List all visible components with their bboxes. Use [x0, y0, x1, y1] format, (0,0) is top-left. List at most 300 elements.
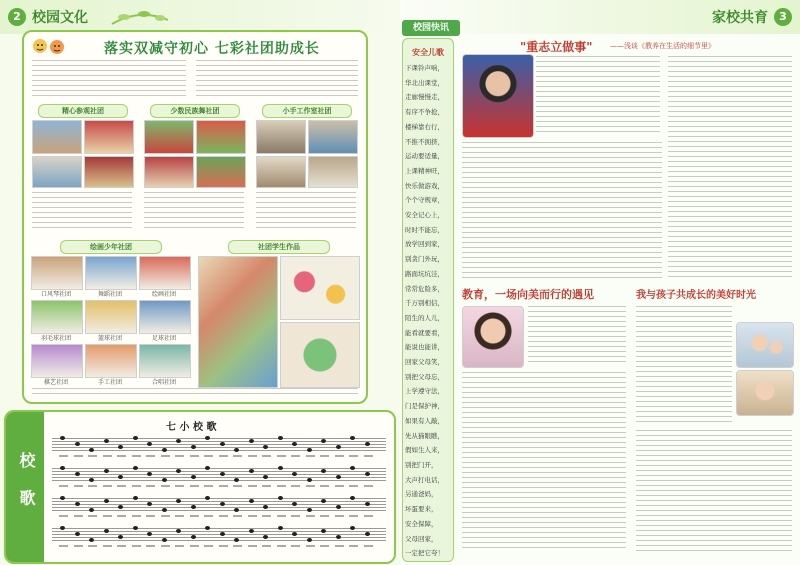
music-note: [249, 469, 254, 473]
teacher-speech-photo: [462, 54, 534, 138]
club-block-2: [142, 104, 248, 234]
lyric-line: [219, 455, 228, 457]
staff-line: [52, 468, 386, 469]
club-text: [256, 192, 356, 232]
right-header-band: [400, 0, 800, 34]
music-note: [191, 475, 196, 479]
lyric-line: [204, 485, 213, 487]
article3-title: 我与孩子共成长的美好时光: [636, 290, 756, 301]
lyric-line: [132, 455, 141, 457]
lyric-line: [364, 485, 373, 487]
safety-rhyme-line: 别贪门外玩，: [405, 255, 444, 264]
club-photo: [144, 156, 194, 188]
lyric-line: [146, 485, 155, 487]
music-note: [350, 496, 355, 500]
article1-subtitle: ——浅谈《教养在生活的细节里》: [610, 42, 715, 50]
lyric-line: [59, 515, 68, 517]
club-photo: [84, 120, 134, 154]
intro-paragraph: [32, 60, 186, 100]
safety-rhyme-line: 不推不拥挤，: [405, 137, 444, 146]
club-block-5: [196, 240, 360, 390]
music-note: [336, 445, 341, 449]
article2-text: [462, 372, 626, 552]
club-block-4: [30, 240, 190, 390]
music-note: [162, 538, 167, 542]
music-note: [205, 436, 210, 440]
staff-line: [52, 531, 386, 532]
safety-title: 安全儿歌: [412, 48, 444, 57]
article2-title: 教育，一场向美而行的遇见: [462, 288, 594, 301]
music-note: [89, 448, 94, 452]
club-photo-caption: 足球社团: [151, 335, 176, 342]
lyric-line: [306, 545, 315, 547]
club-text: [144, 192, 244, 232]
music-note: [263, 535, 268, 539]
lyric-line: [59, 545, 68, 547]
lyric-line: [320, 545, 329, 547]
music-note: [205, 526, 210, 530]
lyric-line: [146, 545, 155, 547]
safety-rhyme-line: 楼梯靠右行，: [405, 122, 444, 131]
club-photo: [308, 120, 358, 154]
music-note: [75, 472, 80, 476]
safety-rhyme-line: 有序不争抢，: [405, 108, 444, 117]
music-note: [263, 445, 268, 449]
safety-rhyme-line: 陌生的人儿，: [405, 313, 444, 322]
lyric-line: [132, 545, 141, 547]
club-photo-caption: 绘画社团: [151, 291, 176, 298]
music-note: [191, 445, 196, 449]
music-note: [205, 496, 210, 500]
club-photo: [256, 156, 306, 188]
staff-line: [52, 510, 386, 511]
safety-rhyme-line: 父母回家，: [405, 534, 438, 543]
article3-text: [636, 430, 792, 552]
club-photo-caption: 口风琴社团: [40, 291, 71, 298]
club-photo: [256, 120, 306, 154]
safety-rhyme-text: [405, 61, 451, 561]
music-note: [336, 505, 341, 509]
safety-rhyme-line: 大声打电话，: [405, 475, 444, 484]
lyric-line: [335, 545, 344, 547]
song-title: 七 小 校 歌: [166, 422, 217, 433]
page-number-right: 3: [774, 8, 792, 26]
lyric-line: [88, 485, 97, 487]
lyric-line: [117, 455, 126, 457]
music-note: [176, 529, 181, 533]
lyric-line: [291, 455, 300, 457]
club-photo: [84, 156, 134, 188]
lyric-line: [88, 515, 97, 517]
section-title-right: 家校共育: [712, 10, 768, 26]
club-photo-caption: 舞蹈社团: [97, 291, 122, 298]
lyric-line: [161, 545, 170, 547]
safety-rhyme-line: 别把门开，: [405, 460, 438, 469]
lyric-line: [291, 485, 300, 487]
music-note: [104, 439, 109, 443]
lyric-line: [248, 455, 257, 457]
staff-line: [52, 540, 386, 541]
music-note: [162, 448, 167, 452]
club-article-frame: [22, 30, 368, 404]
safety-rhyme-line: 别把父母忘，: [405, 372, 444, 381]
lyric-line: [277, 485, 286, 487]
music-note: [147, 472, 152, 476]
music-note: [147, 442, 152, 446]
club-photo: [196, 120, 246, 154]
article3-text: [636, 306, 732, 426]
safety-rhyme-line: 能说也能讲，: [405, 343, 444, 352]
music-note: [133, 496, 138, 500]
music-note: [176, 439, 181, 443]
music-note: [176, 499, 181, 503]
music-note: [133, 526, 138, 530]
music-note: [365, 442, 370, 446]
lyric-line: [320, 455, 329, 457]
music-note: [104, 529, 109, 533]
music-note: [350, 466, 355, 470]
lyric-line: [103, 455, 112, 457]
left-header-band: [0, 0, 400, 34]
club-photo: [31, 300, 83, 334]
article-2: [458, 286, 630, 560]
page-number-left: 2: [8, 8, 26, 26]
music-note: [191, 535, 196, 539]
song-label: 校 歌: [17, 452, 36, 514]
article1-text: [462, 142, 662, 278]
club-text: [32, 192, 132, 232]
safety-rhyme-line: 一定把它夸！: [405, 549, 444, 558]
lyric-line: [262, 485, 271, 487]
lyric-line: [117, 515, 126, 517]
lyric-line: [103, 485, 112, 487]
club-photo-grid: [30, 256, 190, 390]
lyric-line: [59, 485, 68, 487]
parent-child-photo: [736, 322, 794, 368]
leaf-decoration-icon: [110, 6, 170, 28]
lyric-line: [117, 545, 126, 547]
lyric-line: [175, 485, 184, 487]
music-note: [220, 532, 225, 536]
lyric-line: [233, 545, 242, 547]
lyric-line: [349, 545, 358, 547]
safety-rhyme-line: 路面坑坑洼，: [405, 269, 444, 278]
music-note: [350, 436, 355, 440]
lyric-line: [117, 485, 126, 487]
lyric-line: [88, 455, 97, 457]
lyric-line: [277, 455, 286, 457]
music-note: [118, 535, 123, 539]
safety-rhyme-line: 个个守规章，: [405, 196, 444, 205]
lyric-line: [74, 455, 83, 457]
lyric-line: [161, 515, 170, 517]
article1-text: [668, 56, 792, 278]
music-note: [75, 532, 80, 536]
music-note: [278, 526, 283, 530]
safety-rhyme-line: 门是保护神，: [405, 402, 444, 411]
lyric-line: [291, 545, 300, 547]
music-note: [104, 499, 109, 503]
music-note: [321, 529, 326, 533]
lyric-line: [364, 515, 373, 517]
music-note: [133, 436, 138, 440]
club-photo: [196, 156, 246, 188]
club-photo: [308, 156, 358, 188]
music-note: [60, 526, 65, 530]
club-photo: [85, 256, 137, 290]
music-note: [350, 526, 355, 530]
lyric-line: [161, 485, 170, 487]
lyric-line: [262, 515, 271, 517]
lyric-line: [320, 515, 329, 517]
music-note: [89, 538, 94, 542]
lyric-line: [74, 545, 83, 547]
music-note: [307, 538, 312, 542]
right-page: [400, 0, 800, 565]
music-note: [147, 502, 152, 506]
article-1: [458, 34, 796, 282]
music-note: [60, 436, 65, 440]
club-photo: [85, 344, 137, 378]
staff-line: [52, 480, 386, 481]
club-photo-caption: 手工社团: [97, 379, 122, 386]
lyric-line: [103, 515, 112, 517]
staff-line: [52, 498, 386, 499]
staff-line: [52, 441, 386, 442]
safety-rhyme-line: 放学回到家，: [405, 240, 444, 249]
music-note: [220, 472, 225, 476]
music-note: [249, 529, 254, 533]
music-note: [336, 475, 341, 479]
news-tab: 校园快讯: [402, 20, 460, 36]
safety-rhyme-line: 下课铃声响，: [405, 64, 444, 72]
lyric-line: [335, 485, 344, 487]
club-block-title: 绘画少年社团: [60, 240, 162, 254]
lyric-line: [146, 515, 155, 517]
lyric-line: [103, 545, 112, 547]
music-note: [205, 466, 210, 470]
lyric-line: [146, 455, 155, 457]
safety-rhyme-line: 安全记心上，: [405, 211, 444, 220]
lyric-line: [190, 515, 199, 517]
safety-rhyme-line: 坏蛋要来，: [405, 505, 438, 514]
music-note: [118, 505, 123, 509]
lyric-line: [277, 545, 286, 547]
lyric-line: [364, 455, 373, 457]
music-note: [249, 499, 254, 503]
club-photo: [31, 256, 83, 290]
music-note: [104, 469, 109, 473]
lyric-line: [262, 545, 271, 547]
safety-rhyme-line: 假如生人来，: [405, 446, 444, 455]
safety-rhyme-line: 另通爸妈，: [405, 490, 438, 499]
lyric-line: [59, 455, 68, 457]
lyric-line: [306, 485, 315, 487]
lyric-line: [132, 485, 141, 487]
lyric-line: [190, 485, 199, 487]
student-artwork-photo: [280, 256, 360, 320]
staff-line: [52, 450, 386, 451]
lyric-line: [306, 455, 315, 457]
music-note: [220, 502, 225, 506]
music-note: [89, 478, 94, 482]
music-note: [278, 436, 283, 440]
lyric-line: [233, 485, 242, 487]
safety-rhyme-line: 运动要适量，: [405, 152, 444, 161]
lyric-line: [74, 485, 83, 487]
music-note: [234, 508, 239, 512]
club-photo-caption: 合唱社团: [151, 379, 176, 386]
music-note: [162, 508, 167, 512]
article-3: [634, 286, 796, 560]
music-note: [234, 478, 239, 482]
club-block-title: 小手工作室社团: [262, 104, 352, 118]
music-note: [278, 466, 283, 470]
lyric-line: [248, 545, 257, 547]
lyric-line: [175, 545, 184, 547]
lyric-line: [219, 485, 228, 487]
lyric-line: [74, 515, 83, 517]
club-photo-caption: 篮球社团: [97, 335, 122, 342]
safety-rhyme-line: 上学遵守法，: [405, 387, 444, 396]
lyric-line: [132, 515, 141, 517]
music-note: [191, 505, 196, 509]
safety-rhyme-line: 时时不能忘，: [405, 225, 444, 234]
intro-paragraph-2: [196, 60, 358, 100]
music-note: [365, 532, 370, 536]
lyric-line: [233, 455, 242, 457]
safety-rhyme-line: 华北出课堂，: [405, 78, 444, 87]
music-note: [292, 472, 297, 476]
student-artwork-photo: [280, 322, 360, 388]
lyric-line: [219, 515, 228, 517]
lyric-line: [306, 515, 315, 517]
music-note: [176, 469, 181, 473]
lyric-line: [233, 515, 242, 517]
lyric-line: [204, 515, 213, 517]
club-photo: [31, 344, 83, 378]
lyric-line: [335, 515, 344, 517]
staff-line: [52, 438, 386, 439]
club-photo: [85, 300, 137, 334]
parent-child-photo: [736, 370, 794, 416]
music-note: [292, 502, 297, 506]
music-note: [220, 442, 225, 446]
lyric-line: [335, 455, 344, 457]
article2-text: [528, 306, 626, 366]
lyric-line: [175, 455, 184, 457]
lyric-line: [175, 515, 184, 517]
music-note: [234, 538, 239, 542]
lyric-line: [248, 485, 257, 487]
music-note: [307, 478, 312, 482]
lyric-line: [190, 545, 199, 547]
lyric-line: [204, 455, 213, 457]
safety-rhyme-box: [402, 38, 454, 562]
main-headline: 落实双减守初心 七彩社团助成长: [104, 41, 320, 57]
safety-rhyme-line: 千万别相信，: [405, 299, 444, 308]
music-note: [365, 472, 370, 476]
music-note: [292, 442, 297, 446]
music-note: [162, 478, 167, 482]
lyric-line: [349, 515, 358, 517]
section-title-left: 校园文化: [32, 10, 88, 26]
club-photo-caption: 羽毛球社团: [40, 335, 71, 342]
music-note: [75, 442, 80, 446]
music-note: [234, 448, 239, 452]
club-photo: [139, 300, 191, 334]
safety-rhyme-line: 如果有人敲，: [405, 416, 444, 425]
music-note: [336, 535, 341, 539]
music-note: [263, 475, 268, 479]
club-block-3: [254, 104, 360, 234]
lyric-line: [88, 545, 97, 547]
music-note: [321, 439, 326, 443]
staff-line: [52, 471, 386, 472]
lyric-line: [219, 545, 228, 547]
closing-paragraph: [32, 388, 358, 398]
safety-rhyme-line: 回家父母笑，: [405, 358, 444, 367]
music-note: [60, 466, 65, 470]
music-note: [278, 496, 283, 500]
staff-line: [52, 501, 386, 502]
safety-rhyme-line: 能看就要看，: [405, 328, 444, 337]
club-block-1: [30, 104, 136, 234]
club-photo: [139, 256, 191, 290]
safety-rhyme-line: 安全保障，: [405, 519, 438, 528]
teacher-portrait-photo: [462, 306, 524, 368]
club-photo: [32, 120, 82, 154]
school-song-frame: [4, 410, 396, 564]
lyric-line: [277, 515, 286, 517]
club-photo-caption: 棋艺社团: [43, 379, 68, 386]
music-note: [292, 532, 297, 536]
music-note: [307, 508, 312, 512]
music-note: [75, 502, 80, 506]
music-note: [249, 439, 254, 443]
music-note: [263, 505, 268, 509]
music-note: [365, 502, 370, 506]
music-note: [60, 496, 65, 500]
lyric-line: [349, 455, 358, 457]
music-note: [118, 475, 123, 479]
club-block-title: 少数民族舞社团: [150, 104, 240, 118]
club-photo: [139, 344, 191, 378]
music-note: [321, 469, 326, 473]
article1-title: "重志立做事": [520, 40, 593, 54]
lyric-line: [320, 485, 329, 487]
article1-text: [536, 56, 660, 136]
lyric-line: [161, 455, 170, 457]
lyric-line: [204, 545, 213, 547]
club-block-title: 精心参观社团: [38, 104, 128, 118]
music-note: [133, 466, 138, 470]
music-note: [118, 445, 123, 449]
student-artwork-photo: [198, 256, 278, 388]
lyric-line: [248, 515, 257, 517]
lyric-line: [190, 455, 199, 457]
safety-rhyme-line: 常常危险多，: [405, 284, 444, 293]
smiling-children-icon: [30, 36, 68, 62]
music-note: [321, 499, 326, 503]
music-note: [89, 508, 94, 512]
staff-line: [52, 528, 386, 529]
club-block-title: 社团学生作品: [228, 240, 330, 254]
club-photo: [32, 156, 82, 188]
music-note: [147, 532, 152, 536]
lyric-line: [364, 545, 373, 547]
lyric-line: [262, 455, 271, 457]
